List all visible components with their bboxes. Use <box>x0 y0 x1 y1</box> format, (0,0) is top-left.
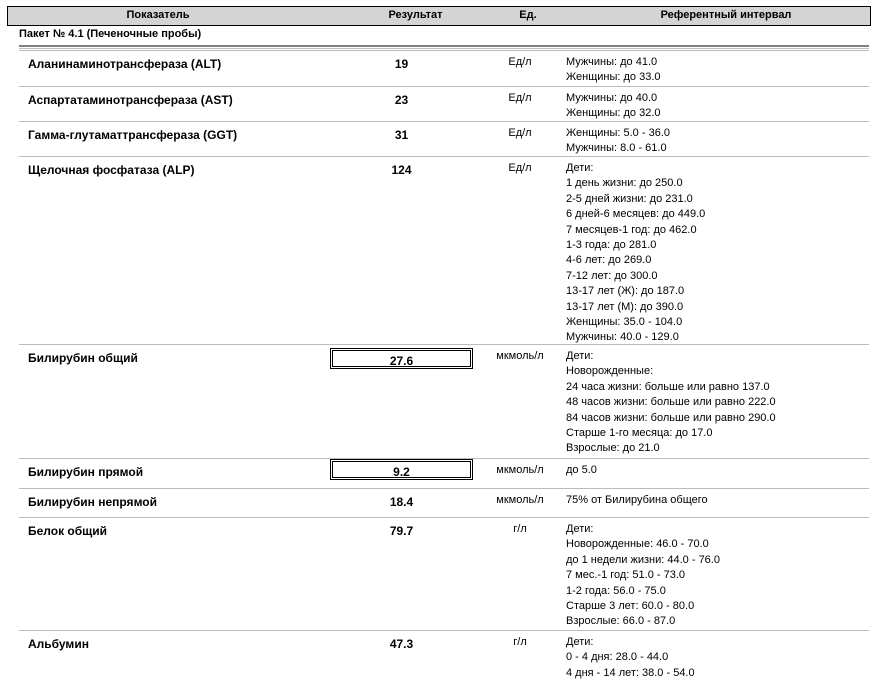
reference-line: 7-12 лет: до 300.0 <box>566 269 658 282</box>
unit: Ед/л <box>508 92 532 104</box>
indicator-name: Аланинаминотрансфераза (ALT) <box>28 57 222 71</box>
reference-line: Дети: <box>566 162 594 174</box>
reference-line: 1-2 года: 56.0 - 75.0 <box>566 584 666 597</box>
row-separator <box>19 344 869 345</box>
indicator-name: Билирубин непрямой <box>28 495 157 509</box>
row-separator <box>19 630 869 631</box>
reference-line: Взрослые: до 21.0 <box>566 442 660 455</box>
reference-line: 48 часов жизни: больше или равно 222.0 <box>566 396 776 409</box>
unit: г/л <box>513 636 527 648</box>
unit: мкмоль/л <box>496 464 544 476</box>
reference-line: 1 день жизни: до 250.0 <box>566 177 683 190</box>
reference-interval <box>566 463 597 478</box>
result-value: 18.4 <box>389 495 414 509</box>
reference-line: 7 месяцев-1 год: до 462.0 <box>566 223 697 236</box>
unit: Ед/л <box>508 162 532 174</box>
reference-interval <box>566 91 661 122</box>
reference-line: Новорожденные: <box>566 365 654 378</box>
reference-line: 1-3 года: до 281.0 <box>566 238 657 251</box>
package-title: Пакет № 4.1 (Печеночные пробы) <box>19 28 202 40</box>
header-result: Результат <box>388 9 443 21</box>
reference-line: Мужчины: до 41.0 <box>566 56 658 68</box>
unit: Ед/л <box>508 56 532 68</box>
reference-line: Женщины: 35.0 - 104.0 <box>566 315 683 328</box>
section-divider-thin <box>19 48 869 49</box>
section-divider <box>19 45 869 47</box>
reference-line: 13-17 лет (Ж): до 187.0 <box>566 285 685 298</box>
header-indicator: Показатель <box>126 9 190 21</box>
result-value: 124 <box>391 163 412 177</box>
row-separator <box>19 121 869 122</box>
reference-line: 6 дней-6 месяцев: до 449.0 <box>566 208 706 221</box>
indicator-name: Гамма-глутаматтрансфераза (GGT) <box>28 128 238 142</box>
reference-line: Новорожденные: 46.0 - 70.0 <box>566 538 709 551</box>
reference-interval <box>566 635 695 681</box>
reference-line: до 5.0 <box>566 464 597 476</box>
unit: г/л <box>513 523 527 535</box>
reference-line: 13-17 лет (М): до 390.0 <box>566 300 684 313</box>
reference-line: Дети: <box>566 523 594 535</box>
reference-line: 84 часов жизни: больше или равно 290.0 <box>566 411 776 424</box>
reference-interval <box>566 126 670 157</box>
reference-line: 24 часа жизни: больше или равно 137.0 <box>566 380 770 393</box>
reference-interval <box>566 55 661 86</box>
reference-interval <box>566 161 705 346</box>
indicator-name: Белок общий <box>28 524 108 538</box>
reference-line: Дети: <box>566 636 594 648</box>
reference-line: Женщины: до 33.0 <box>566 71 661 84</box>
reference-line: 4-6 лет: до 269.0 <box>566 254 652 267</box>
indicator-name: Альбумин <box>28 637 89 651</box>
row-separator <box>19 86 869 87</box>
indicator-name: Щелочная фосфатаза (ALP) <box>28 163 195 177</box>
unit: мкмоль/л <box>496 494 544 506</box>
reference-line: Женщины: 5.0 - 36.0 <box>566 127 670 139</box>
row-separator <box>19 50 869 51</box>
reference-line: Старше 3 лет: 60.0 - 80.0 <box>566 599 695 612</box>
reference-line: 7 мес.-1 год: 51.0 - 73.0 <box>566 569 686 582</box>
reference-line: Женщины: до 32.0 <box>566 107 661 120</box>
indicator-name: Аспартатаминотрансфераза (AST) <box>28 93 233 107</box>
reference-line: 75% от Билирубина общего <box>566 494 708 506</box>
reference-line: Старше 1-го месяца: до 17.0 <box>566 426 713 439</box>
indicator-name: Билирубин прямой <box>28 465 144 479</box>
reference-interval <box>566 493 708 508</box>
row-separator <box>19 156 869 157</box>
reference-line: Взрослые: 66.0 - 87.0 <box>566 615 676 628</box>
reference-line: 2-5 дней жизни: до 231.0 <box>566 192 693 205</box>
flagged-result-value: 9.2 <box>330 459 473 480</box>
reference-line: 0 - 4 дня: 28.0 - 44.0 <box>566 651 669 664</box>
header-reference: Референтный интервал <box>660 9 792 21</box>
reference-line: Мужчины: до 40.0 <box>566 92 658 104</box>
result-value: 31 <box>394 128 409 142</box>
reference-line: до 1 недели жизни: 44.0 - 76.0 <box>566 553 720 566</box>
indicator-name: Билирубин общий <box>28 351 138 365</box>
reference-line: 4 дня - 14 лет: 38.0 - 54.0 <box>566 666 695 679</box>
table-header <box>7 6 871 26</box>
result-value: 47.3 <box>389 637 414 651</box>
reference-interval <box>566 349 776 457</box>
result-value: 19 <box>394 57 409 71</box>
result-value: 23 <box>394 93 409 107</box>
unit: мкмоль/л <box>496 350 544 362</box>
row-separator <box>19 517 869 518</box>
unit: Ед/л <box>508 127 532 139</box>
flagged-result-value: 27.6 <box>330 348 473 369</box>
row-separator <box>19 488 869 489</box>
reference-line: Мужчины: 8.0 - 61.0 <box>566 142 667 155</box>
reference-interval <box>566 522 720 630</box>
result-value: 79.7 <box>389 524 414 538</box>
reference-line: Дети: <box>566 350 594 362</box>
reference-line: Мужчины: 40.0 - 129.0 <box>566 331 679 344</box>
header-unit: Ед. <box>519 9 537 21</box>
